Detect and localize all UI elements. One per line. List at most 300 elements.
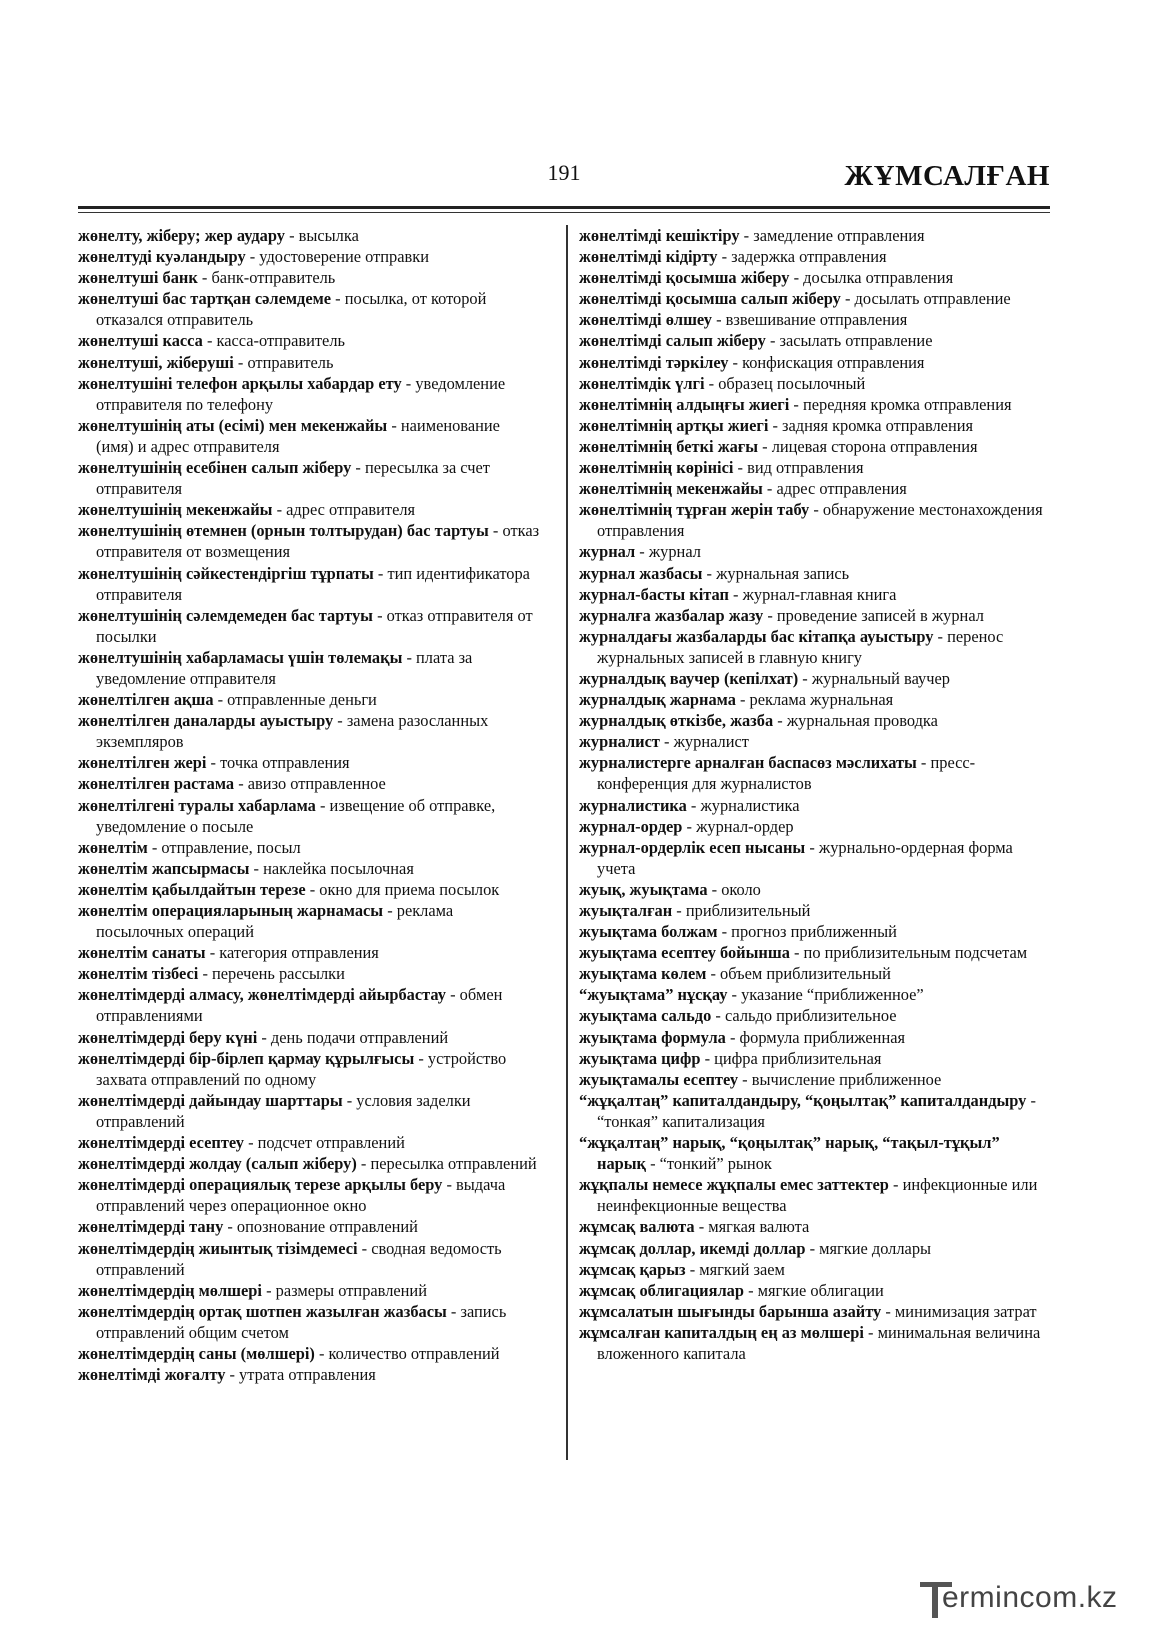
entry-definition: журнальная проводка [786, 711, 938, 731]
entry-term: жөнелтімдерді алмасу, жөнелтімдерді айырбастау [78, 985, 446, 1005]
dictionary-entry [579, 921, 1051, 942]
entry-term: журналдағы жазбаларды бас кітапқа ауыстыру [579, 626, 934, 646]
dictionary-entry [579, 900, 1051, 921]
entry-definition: минимальная величина вложенного капитала [597, 1322, 1041, 1363]
entry-separator: - [916, 753, 931, 773]
entry-term: жөнелтім санаты [78, 943, 206, 963]
dictionary-entry [78, 246, 540, 267]
entry-definition: уведомление отправителя по телефону [96, 373, 506, 414]
entry-term: жөнелтімнің артқы жиегі [579, 415, 769, 435]
entry-separator: - [672, 901, 686, 920]
dictionary-entry [579, 710, 1051, 731]
dictionary-entry [78, 879, 540, 900]
entry-term: жуықтама болжам [579, 922, 718, 942]
entry-definition: извещение об отправке, уведомление о посыле [96, 795, 496, 836]
entry-term: жуықтама есептеу бойынша [579, 943, 790, 963]
dictionary-entry [579, 267, 1051, 288]
entry-separator: - [383, 901, 397, 920]
dictionary-entry [579, 942, 1051, 963]
dictionary-entry [579, 1216, 1051, 1237]
entry-definition: засылать отправление [779, 331, 933, 351]
entry-separator: - [933, 626, 948, 646]
entry-definition: вычисление приближенное [751, 1069, 942, 1089]
entry-definition: “тонкий” рынок [659, 1154, 772, 1174]
dictionary-entry [78, 330, 540, 351]
entry-term: журнал-басты кітап [579, 584, 729, 604]
entry-separator: - [147, 837, 162, 857]
entry-separator: - [249, 858, 264, 878]
entry-term: жөнелтушінің аты (есімі) мен мекенжайы [78, 415, 388, 435]
dictionary-entry [579, 563, 1051, 584]
entry-definition: проведение записей в журнал [776, 605, 984, 625]
entry-definition: объем приблизительный [720, 964, 891, 984]
entry-definition: вид отправления [747, 458, 864, 478]
entry-definition: наименование (имя) и адрес отправителя [96, 415, 500, 456]
entry-separator: - [233, 352, 248, 372]
entry-term: жөнелтімдердің мөлшері [78, 1280, 262, 1300]
entry-definition: досылать отправление [854, 289, 1011, 309]
entry-term: жұмсақ қарыз [579, 1259, 686, 1279]
dictionary-entry [78, 499, 540, 520]
dictionary-entry [78, 457, 540, 499]
entry-separator: - [702, 563, 717, 583]
dictionary-entry [78, 858, 540, 879]
entry-definition: утрата отправления [239, 1365, 376, 1385]
entry-term: жөнелтімді қосымша салып жіберу [579, 289, 841, 309]
entry-separator: - [659, 732, 674, 752]
entry-term: “жұқалтаң” нарық, “қоңылтақ” нарық, “тақыл-тұқыл” нарық [579, 1133, 1000, 1174]
entry-separator: - [738, 1069, 752, 1089]
dictionary-entry [78, 1216, 540, 1237]
dictionary-entry [579, 731, 1051, 752]
entry-definition: день подачи отправлений [270, 1027, 449, 1047]
entry-definition: журналистика [700, 795, 800, 815]
dictionary-entry [579, 752, 1051, 794]
entry-term: жұмсақ облигациялар [579, 1280, 744, 1300]
entry-separator: - [805, 837, 819, 857]
entry-separator: - [372, 605, 387, 625]
dictionary-entry [579, 499, 1051, 541]
entry-definition: реклама посылочных операций [96, 901, 454, 942]
dictionary-entry [579, 288, 1051, 309]
entry-term: жөнелтімді тәркілеу [579, 352, 729, 372]
entry-definition: приблизительный [685, 901, 811, 920]
entry-separator: - [305, 879, 320, 899]
dictionary-entry [78, 1280, 540, 1301]
entry-definition: передняя кромка отправления [802, 394, 1012, 414]
entry-separator: - [646, 1154, 660, 1174]
entry-separator: - [773, 711, 787, 731]
entry-separator: - [488, 521, 503, 541]
entry-term: жөнелтуші, жіберуші [78, 352, 234, 372]
entry-definition: пересылка отправлений [370, 1154, 537, 1174]
entry-separator: - [445, 985, 460, 1005]
entry-term: жөнелтім операцияларының жарнамасы [78, 901, 384, 920]
entry-separator: - [686, 795, 701, 815]
dictionary-entry [78, 963, 540, 984]
entry-term: жөнелтушіні телефон арқылы хабардар ету [78, 373, 402, 393]
dictionary-entry [579, 394, 1051, 415]
entry-definition: минимизация затрат [894, 1301, 1037, 1321]
entry-separator: - [446, 1301, 461, 1321]
entry-term: жөнелтімнің беткі жағы [579, 436, 759, 456]
entry-term: жөнелтімдердің саны (мөлшері) [78, 1343, 315, 1363]
entry-definition: тип идентификатора отправителя [96, 563, 530, 604]
dictionary-entry [78, 352, 540, 373]
entry-definition: обнаружение местонахождения отправления [597, 500, 1043, 541]
entry-term: жөнелтім [78, 837, 148, 857]
entry-separator: - [202, 331, 217, 351]
dictionary-entry [78, 647, 540, 689]
entry-definition: мягкие доллары [819, 1238, 932, 1258]
dictionary-entry [78, 605, 540, 647]
entry-term: жөнелтімдік үлгі [579, 373, 705, 393]
entry-term: жөнелтушінің өтемнен (орнын толтырудан) бас тартуы [78, 521, 489, 541]
entry-definition: задняя кромка отправления [782, 415, 974, 435]
entry-definition: отправитель [247, 352, 334, 372]
dictionary-entry [579, 963, 1051, 984]
entry-definition: запись отправлений общим счетом [96, 1301, 507, 1342]
entry-definition: журнально-ордерная форма учета [597, 837, 1013, 878]
dictionary-entry [78, 1027, 540, 1048]
entry-separator: - [700, 1048, 715, 1068]
site-logo [920, 1579, 1142, 1621]
dictionary-entry [579, 584, 1051, 605]
entry-term: жөнелтімнің алдыңғы жиегі [579, 394, 790, 414]
dictionary-entry [78, 288, 540, 330]
entry-separator: - [717, 922, 732, 942]
entry-term: журнал-ордерлік есеп нысаны [579, 837, 806, 857]
entry-separator: - [685, 1259, 700, 1279]
dictionary-entry [78, 900, 540, 942]
entry-term: журналист [579, 732, 660, 752]
dictionary-entry [579, 1238, 1051, 1259]
entry-separator: - [706, 964, 721, 984]
dictionary-entry [579, 795, 1051, 816]
dictionary-entry [78, 1301, 540, 1343]
entry-separator: - [789, 268, 804, 288]
entry-definition: конфискация отправления [742, 352, 925, 372]
entry-term: жөнелтімдерді тану [78, 1217, 224, 1237]
entry-definition: касса-отправитель [216, 331, 345, 351]
entry-term: жөнелтілген жері [78, 753, 207, 773]
entry-separator: - [743, 1280, 758, 1300]
entry-separator: - [727, 985, 742, 1005]
entry-term: журнал [579, 542, 636, 562]
entry-separator: - [739, 226, 754, 245]
entry-separator: - [197, 268, 212, 288]
entry-separator: - [798, 668, 812, 688]
entry-term: жөнелтуді куәландыру [78, 247, 246, 267]
logo-t-stem-icon [932, 1582, 938, 1618]
entry-definition: окно для приема посылок [319, 879, 500, 899]
entry-definition: отправление, посыл [161, 837, 301, 857]
entry-separator: - [735, 690, 750, 710]
dictionary-entry [78, 752, 540, 773]
entry-separator: - [728, 352, 743, 372]
entry-separator: - [682, 816, 697, 836]
entry-term: жөнелтімнің мекенжайы [579, 479, 763, 499]
entry-separator: - [257, 1027, 271, 1047]
entry-separator: - [789, 943, 804, 963]
dictionary-entry [78, 563, 540, 605]
entry-definition: лицевая сторона отправления [771, 436, 978, 456]
entry-term: жөнелтілген ақша [78, 690, 214, 710]
dictionary-entry [579, 1259, 1051, 1280]
dictionary-entry [78, 373, 540, 415]
entry-definition: замедление отправления [753, 226, 925, 245]
entry-term: жуықтама көлем [579, 964, 707, 984]
entry-separator: - [805, 1238, 820, 1258]
dictionary-entry [78, 1364, 540, 1385]
entry-separator: - [261, 1280, 276, 1300]
dictionary-entry [579, 689, 1051, 710]
entry-term: жөнелтушінің есебінен салып жіберу [78, 458, 352, 478]
dictionary-entry [579, 1301, 1051, 1322]
dictionary-entry [579, 984, 1051, 1005]
entry-definition: плата за уведомление отправителя [96, 647, 473, 688]
entry-definition: категория отправления [219, 943, 379, 963]
dictionary-entry [579, 1174, 1051, 1216]
entry-term: журналдық жарнама [579, 690, 736, 710]
entry-separator: - [356, 1154, 371, 1174]
page-number: 191 [547, 160, 581, 185]
dictionary-entry [579, 478, 1051, 499]
dictionary-entry [78, 689, 540, 710]
entry-definition: инфекционные или неинфекционные вещества [597, 1175, 1038, 1216]
dictionary-entry [579, 330, 1051, 351]
entry-term: жуық, жуықтама [579, 879, 708, 899]
entry-separator: - [402, 647, 417, 667]
entry-definition: задержка отправления [731, 247, 887, 267]
entry-separator: - [635, 542, 649, 562]
entry-separator: - [712, 310, 726, 330]
dictionary-entry [78, 1132, 540, 1153]
entry-definition: образец посылочный [718, 373, 866, 393]
dictionary-entry [78, 773, 540, 794]
left-column [78, 225, 540, 1385]
entry-definition: “тонкая” капитализация [597, 1111, 765, 1131]
entry-separator: - [243, 1133, 258, 1153]
entry-term: жуықталған [579, 901, 673, 920]
entry-term: жұмсалатын шығынды барынша азайту [579, 1301, 882, 1321]
entry-definition: посылка, от которой отказался отправитель [96, 289, 487, 330]
entry-separator: - [198, 964, 212, 984]
entry-definition: сальдо приблизительное [724, 1006, 897, 1026]
dictionary-entry [78, 1238, 540, 1280]
dictionary-entry [579, 246, 1051, 267]
entry-separator: - [707, 879, 722, 899]
entry-term: жұмсақ доллар, икемді доллар [579, 1238, 806, 1258]
entry-definition: отправленные деньги [227, 690, 377, 710]
column-divider [566, 225, 568, 1460]
entry-definition: цифра приблизительная [714, 1048, 882, 1068]
entry-separator: - [717, 247, 732, 267]
entry-term: жөнелтімді қосымша жіберу [579, 268, 790, 288]
dictionary-entry [579, 605, 1051, 626]
entry-term: жөнелтімді кешіктіру [579, 226, 740, 245]
entry-term: жөнелтуші банк [78, 268, 198, 288]
page-header: ЖҰМСАЛҒАН [844, 160, 1050, 192]
entry-definition: пересылка за счет отправителя [96, 458, 490, 499]
entry-definition: журнальная запись [716, 563, 850, 583]
dictionary-entry [579, 1005, 1051, 1026]
entry-term: жуықтама цифр [579, 1048, 701, 1068]
entry-definition: авизо отправленное [247, 774, 386, 794]
entry-term: жұмсақ валюта [579, 1217, 695, 1237]
dictionary-entry [579, 1280, 1051, 1301]
entry-definition: размеры отправлений [275, 1280, 427, 1300]
header-rule-thin [78, 212, 1050, 213]
entry-separator: - [351, 458, 365, 478]
entry-term: жуықтамалы есептеу [579, 1069, 739, 1089]
entry-definition: указание “приближенное” [741, 985, 924, 1005]
dictionary-entry [579, 415, 1051, 436]
dictionary-entry [579, 373, 1051, 394]
entry-definition: замена разосланных экземпляров [96, 711, 489, 752]
entry-separator: - [809, 500, 823, 520]
entry-definition: реклама журнальная [749, 690, 894, 710]
entry-definition: мягкий заем [699, 1259, 785, 1279]
entry-separator: - [331, 289, 345, 309]
entry-term: жөнелтімдерді есептеу [78, 1133, 244, 1153]
entry-definition: адрес отправления [776, 479, 907, 499]
entry-term: жөнелтуші бас тартқан сәлемдеме [78, 289, 332, 309]
entry-definition: журнал-главная книга [742, 584, 897, 604]
dictionary-entry [78, 225, 540, 246]
entry-definition: журналист [673, 732, 749, 752]
entry-separator: - [863, 1322, 878, 1342]
entry-term: жөнелтушінің сәйкестендіргіш тұрпаты [78, 563, 374, 583]
entry-definition: пресс-конференция для журналистов [597, 753, 976, 794]
entry-separator: - [206, 753, 221, 773]
entry-definition: по приблизительным подсчетам [803, 943, 1028, 963]
entry-definition: опознование отправлений [236, 1217, 418, 1237]
entry-term: жөнелтім жапсырмасы [78, 858, 250, 878]
entry-term: жөнелтушінің хабарламасы үшін төлемақы [78, 647, 403, 667]
dictionary-entry [579, 309, 1051, 330]
entry-term: журналға жазбалар жазу [579, 605, 764, 625]
entry-term: “жұқалтаң” капиталдандыру, “қоңылтақ” капиталдандыру [579, 1090, 1027, 1110]
entry-separator: - [725, 1027, 740, 1047]
logo-text: ermincom.kz [942, 1581, 1118, 1614]
entry-separator: - [225, 1365, 240, 1385]
entry-separator: - [357, 1238, 372, 1258]
entry-separator: - [758, 436, 772, 456]
entry-term: жөнелтушінің сәлемдемеден бас тартуы [78, 605, 373, 625]
entry-definition: досылка отправления [803, 268, 954, 288]
dictionary-entry [78, 942, 540, 963]
entry-separator: - [223, 1217, 237, 1237]
dictionary-entry [78, 520, 540, 562]
entry-term: жөнелтілген даналарды ауыстыру [78, 711, 334, 731]
dictionary-entry [579, 1027, 1051, 1048]
entry-separator: - [765, 331, 780, 351]
entry-definition: сводная ведомость отправлений [96, 1238, 502, 1279]
entry-term: жөнелтімді өлшеу [579, 310, 712, 330]
right-column [579, 225, 1051, 1364]
entry-separator: - [704, 373, 719, 393]
entry-definition: обмен отправлениями [96, 985, 503, 1026]
entry-separator: - [711, 1006, 725, 1026]
entry-separator: - [840, 289, 855, 309]
entry-separator: - [442, 1175, 457, 1195]
entry-definition: наклейка посылочная [263, 858, 414, 878]
entry-term: жөнелтімдерді беру күні [78, 1027, 258, 1047]
entry-definition: условия заделки отправлений [96, 1090, 471, 1131]
entry-definition: подсчет отправлений [257, 1133, 405, 1153]
entry-definition: перечень рассылки [212, 964, 345, 984]
entry-definition: журнальный ваучер [811, 668, 950, 688]
entry-term: жөнелтімдердің жиынтық тізімдемесі [78, 1238, 358, 1258]
entry-term: жөнелтім қабылдайтын терезе [78, 879, 306, 899]
dictionary-entry [78, 1174, 540, 1216]
entry-term: журнал жазбасы [579, 563, 703, 583]
entry-term: жуықтама сальдо [579, 1006, 712, 1026]
dictionary-entry [78, 1090, 540, 1132]
dictionary-entry [579, 1132, 1051, 1174]
entry-definition: банк-отправитель [211, 268, 336, 288]
entry-term: жөнелтімді салып жіберу [579, 331, 766, 351]
entry-term: жөнелтімді кідірту [579, 247, 718, 267]
entry-separator: - [763, 605, 777, 625]
entry-term: жөнелтілген растама [78, 774, 235, 794]
entry-term: жөнелтушінің мекенжайы [78, 500, 273, 520]
entry-separator: - [762, 479, 777, 499]
dictionary-entry [579, 1048, 1051, 1069]
entry-definition: отказ отправителя от возмещения [96, 521, 540, 562]
dictionary-entry [579, 225, 1051, 246]
entry-separator: - [213, 690, 228, 710]
entry-term: жөнелтімнің көрінісі [579, 458, 734, 478]
entry-definition: журнал-ордер [696, 816, 794, 836]
entry-separator: - [733, 458, 748, 478]
entry-term: жөнелтілгені туралы хабарлама [78, 795, 316, 815]
entry-definition: около [721, 879, 761, 899]
entry-definition: выдача отправлений через операционное окно [96, 1175, 506, 1216]
entry-definition: формула приближенная [739, 1027, 906, 1047]
entry-term: журналистика [579, 795, 687, 815]
entry-separator: - [314, 1343, 329, 1363]
entry-definition: устройство захвата отправлений по одному [96, 1048, 507, 1089]
dictionary-entry [579, 352, 1051, 373]
dictionary-entry [78, 795, 540, 837]
dictionary-entry [78, 267, 540, 288]
dictionary-entry [579, 1069, 1051, 1090]
entry-term: жөнелтімдерді дайындау шарттары [78, 1090, 343, 1110]
entry-term: жөнелтім тізбесі [78, 964, 199, 984]
entry-separator: - [387, 415, 401, 435]
entry-separator: - [333, 711, 347, 731]
entry-separator: - [694, 1217, 709, 1237]
dictionary-entry [78, 1153, 540, 1174]
entry-term: жұқпалы немесе жұқпалы емес заттектер [579, 1175, 889, 1195]
dictionary-entry [579, 626, 1051, 668]
entry-term: журналдық өткізбе, жазба [579, 711, 774, 731]
entry-separator: - [373, 563, 388, 583]
entry-definition: удостоверение отправки [259, 247, 429, 267]
entry-separator: - [272, 500, 287, 520]
entry-term: журналдық ваучер (кепілхат) [579, 668, 799, 688]
entry-separator: - [881, 1301, 895, 1321]
entry-term: “жуықтама” нұсқау [579, 985, 728, 1005]
dictionary-entry [579, 879, 1051, 900]
entry-definition: адрес отправителя [286, 500, 416, 520]
entry-term: жөнелтімнің тұрған жерін табу [579, 500, 810, 520]
dictionary-entry [579, 837, 1051, 879]
entry-definition: количество отправлений [328, 1343, 500, 1363]
entry-definition: высылка [298, 226, 359, 245]
